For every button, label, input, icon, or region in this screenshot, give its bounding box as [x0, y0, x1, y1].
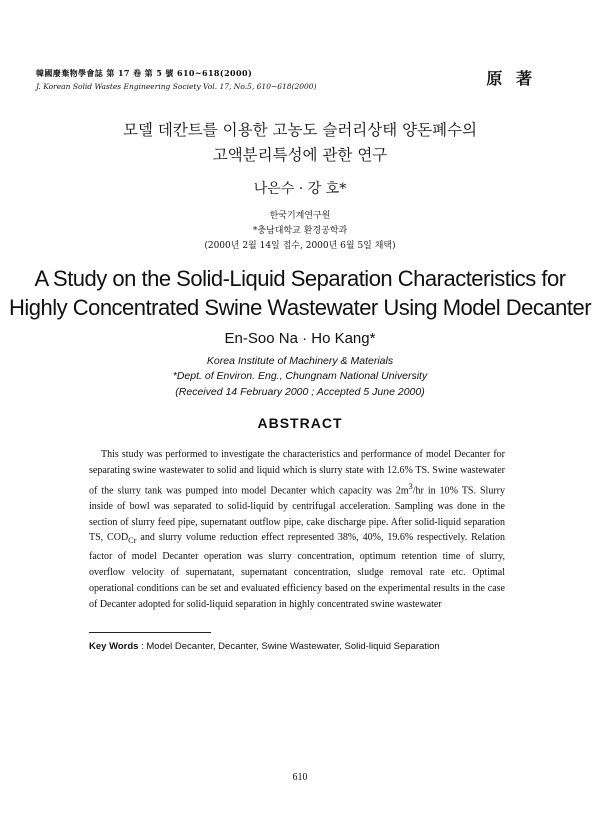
journal-english-header: J. Korean Solid Wastes Engineering Society Vol. 17, No.5, 610~618(2000): [36, 82, 317, 91]
keywords-label: Key Words: [89, 641, 139, 652]
abstract-text-part1: This study was performed to investigate the characteristics and performance of model Decanter for separating swine wastewater to solid and liquid which is slurry state with 12.6% TS. Swine wastewater of the slurry tank was pumped into model Decanter which capacity was 2m: [89, 449, 505, 496]
korean-title-line1: 모델 데칸트를 이용한 고농도 슬러리상태 양돈폐수의: [122, 121, 478, 139]
english-affiliation-1: Korea Institute of Machinery & Materials: [206, 355, 394, 367]
journal-korean-header: 韓國廢棄物學會誌 第 17 卷 第 5 號 610~618(2000): [36, 68, 253, 78]
korean-title-line2: 고액분리특성에 관한 연구: [212, 146, 388, 164]
original-article-badge: 原 著: [486, 69, 536, 88]
abstract-text-part3: and slurry volume reduction effect represented 38%, 40%, 19.6% respectively. Relation factor of model Decanter operation was slurry concentration, optimum retention time of slurry, overflow velocity of supernatant, supernatant concentration, sludge removal rate etc. Optimal operational conditions can be set and evaluated efficiency based on the experimental results in the case of Decanter adopted for solid-liquid separation in highly concentrated swine wastewater: [89, 532, 505, 610]
footnote-divider: [89, 632, 211, 633]
abstract-superscript: 3: [408, 481, 413, 491]
english-authors: En-Soo Na · Ho Kang*: [224, 330, 376, 347]
korean-received-date: (2000년 2월 14일 접수, 2000년 6월 5일 채택): [204, 241, 396, 251]
abstract-text-part2: /hr in 10% TS. Slurry inside of bowl was separated to solid-liquid by centrifugal acceleration. Sampling was done in the section of slurry feed pipe, supernatant outflow pipe, cake discharge pipe. After solid-liquid separation TS, COD: [89, 484, 505, 544]
abstract-body: [89, 447, 505, 612]
abstract-subscript: Cr: [128, 536, 137, 546]
english-title-line1: A Study on the Solid-Liquid Separation Characteristics for: [34, 266, 566, 291]
english-affiliation-2: *Dept. of Environ. Eng., Chungnam National University: [172, 370, 428, 382]
korean-authors: 나은수 · 강 호*: [253, 181, 347, 197]
abstract-heading: ABSTRACT: [257, 415, 343, 431]
page-number: 610: [292, 772, 308, 783]
korean-affiliation-2: *충남대학교 환경공학과: [252, 226, 348, 236]
abstract-paragraph: [89, 447, 505, 612]
keywords-text: : Model Decanter, Decanter, Swine Wastewater, Solid-liquid Separation: [138, 641, 440, 652]
english-received-date: (Received 14 February 2000 ; Accepted 5 June 2000): [175, 386, 425, 398]
english-title-line2: Highly Concentrated Swine Wastewater Using Model Decanter: [8, 295, 592, 320]
keywords: [89, 641, 440, 652]
korean-affiliation-1: 한국기계연구원: [269, 211, 331, 221]
